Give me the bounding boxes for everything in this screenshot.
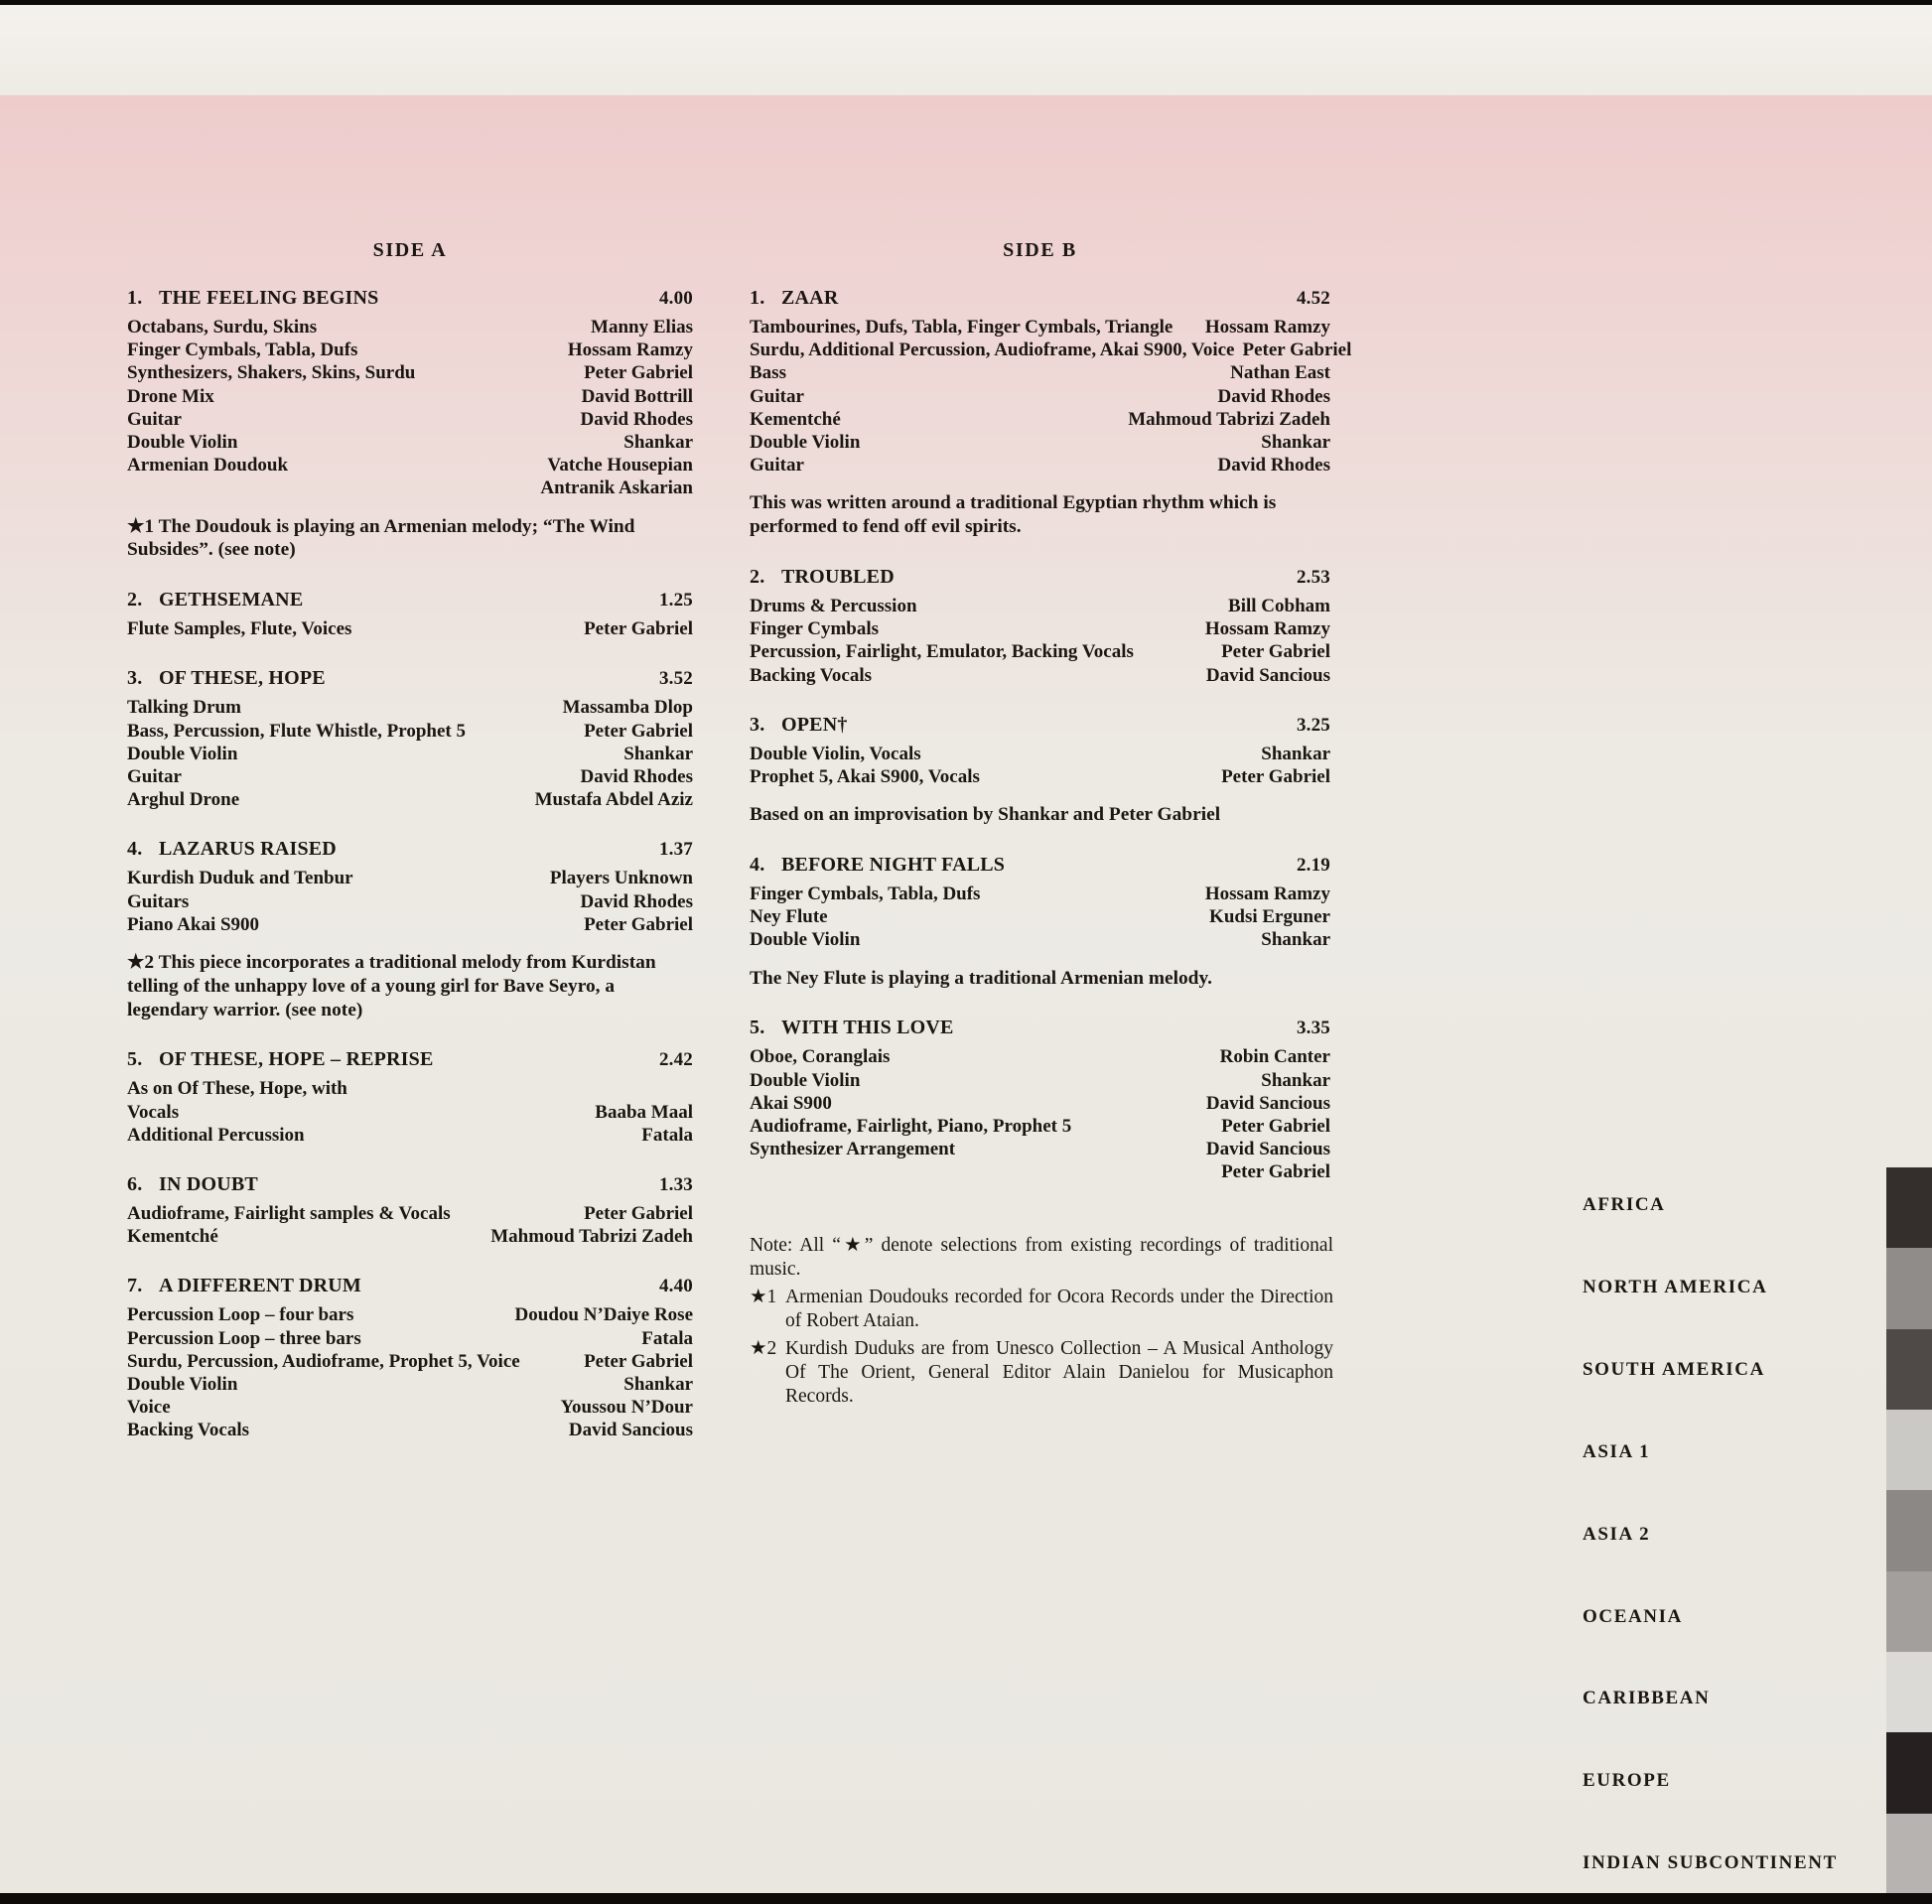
credit-instrument: Oboe, Coranglais	[750, 1046, 891, 1068]
track-duration: 4.40	[658, 1276, 693, 1297]
track-number: 4.	[127, 838, 143, 861]
footnote-item	[750, 1337, 1333, 1410]
region-label: INDIAN SUBCONTINENT	[1583, 1852, 1838, 1874]
credit-artist: Robin Canter	[1219, 1046, 1330, 1068]
credit-artist: Manny Elias	[591, 317, 693, 338]
track-title-row	[127, 1172, 693, 1197]
footnotes	[750, 1234, 1333, 1410]
credit-instrument: Synthesizer Arrangement	[750, 1139, 956, 1160]
region-label: NORTH AMERICA	[1583, 1276, 1768, 1297]
track-duration: 2.42	[658, 1049, 693, 1071]
credit-row	[127, 1419, 693, 1441]
color-swatch	[1886, 1248, 1932, 1329]
track-title: WITH THIS LOVE	[781, 1017, 954, 1039]
credit-row	[127, 788, 693, 811]
credit-instrument: Double Violin	[127, 743, 238, 764]
credit-instrument: Surdu, Percussion, Audioframe, Prophet 5, Voice	[127, 1350, 520, 1372]
track-title-row	[127, 588, 693, 612]
credit-row	[750, 664, 1330, 687]
credit-row	[750, 316, 1330, 339]
credit-instrument: Flute Samples, Flute, Voices	[127, 618, 352, 640]
page-bottom-edge	[0, 1893, 1932, 1904]
color-swatch	[1886, 1732, 1932, 1814]
color-swatch	[1886, 1652, 1932, 1733]
track-title-row	[127, 1274, 693, 1298]
credit-row	[127, 1350, 693, 1373]
credit-artist: Peter Gabriel	[584, 362, 693, 384]
credit-instrument: Percussion Loop – three bars	[127, 1327, 361, 1349]
credit-row	[127, 696, 693, 719]
credit-row	[127, 385, 693, 408]
credit-instrument: As on Of These, Hope, with	[127, 1078, 347, 1100]
track-duration: 1.37	[658, 839, 693, 861]
credit-row	[127, 617, 693, 640]
credit-row	[750, 595, 1330, 617]
credit-instrument: Double Violin	[750, 1069, 861, 1091]
credit-instrument: Surdu, Additional Percussion, Audioframe, Akai S900, Voice	[750, 340, 1235, 361]
credit-artist: David Rhodes	[580, 408, 693, 430]
track-duration: 1.33	[658, 1174, 693, 1196]
track-title: OF THESE, HOPE – REPRISE	[159, 1048, 434, 1071]
credit-artist: David Sancious	[1205, 664, 1330, 686]
credit-artist: Players Unknown	[549, 868, 693, 889]
credit-row	[750, 454, 1330, 476]
credit-instrument: Guitar	[750, 455, 804, 476]
credit-instrument: Guitars	[127, 890, 190, 912]
track-block	[127, 1047, 693, 1147]
track-block	[750, 286, 1352, 539]
track-number: 3.	[127, 667, 143, 690]
credit-row	[750, 1160, 1330, 1183]
credit-row	[127, 1225, 693, 1248]
credit-instrument: Backing Vocals	[127, 1420, 250, 1441]
credit-row	[127, 765, 693, 788]
credit-artist: Peter Gabriel	[1221, 1116, 1330, 1138]
credit-instrument: Kementché	[127, 1226, 218, 1248]
credit-artist: Peter Gabriel	[1221, 1161, 1330, 1183]
credit-row	[750, 1069, 1330, 1092]
credit-artist: Peter Gabriel	[1221, 766, 1330, 788]
credit-instrument: Finger Cymbals, Tabla, Dufs	[750, 884, 981, 905]
color-swatch	[1886, 1571, 1932, 1653]
credit-row	[127, 1077, 693, 1100]
credit-row	[127, 361, 693, 384]
side-a-column	[127, 240, 693, 1442]
credit-row	[127, 1396, 693, 1419]
credit-artist: Youssou N’Dour	[560, 1397, 693, 1419]
footnote-text: Armenian Doudouks recorded for Ocora Records under the Direction of Robert Ataian.	[785, 1286, 1333, 1332]
region-label: OCEANIA	[1583, 1605, 1683, 1627]
credit-artist: Shankar	[1261, 1069, 1330, 1091]
credit-instrument: Octabans, Surdu, Skins	[127, 317, 318, 338]
credit-instrument: Drums & Percussion	[750, 596, 917, 617]
track-title-row	[127, 286, 693, 311]
track-title: OF THESE, HOPE	[159, 667, 326, 690]
side-heading: SIDE A	[372, 239, 448, 261]
credit-instrument: Double Violin, Vocals	[750, 743, 921, 764]
track-title: TROUBLED	[781, 566, 895, 589]
credit-instrument: Voice	[127, 1397, 171, 1419]
track-title-row	[127, 666, 693, 691]
region-label: EUROPE	[1583, 1770, 1671, 1792]
track-note: This was written around a traditional Egyptian rhythm which is performed to fend off evil spirits.	[750, 492, 1277, 538]
credit-artist: Peter Gabriel	[584, 1203, 693, 1225]
credit-artist: Peter Gabriel	[584, 618, 693, 640]
credit-row	[750, 385, 1330, 408]
credit-instrument: Finger Cymbals, Tabla, Dufs	[127, 340, 358, 361]
track-block	[127, 1274, 693, 1441]
credit-instrument: Akai S900	[750, 1092, 832, 1114]
track-number: 2.	[127, 589, 143, 612]
credit-artist: Shankar	[623, 432, 693, 454]
credit-artist: Fatala	[641, 1327, 693, 1349]
credit-artist: David Rhodes	[580, 890, 693, 912]
color-swatch	[1886, 1814, 1932, 1895]
credit-instrument: Audioframe, Fairlight samples & Vocals	[127, 1203, 451, 1225]
credit-row	[750, 905, 1330, 928]
credit-row	[750, 743, 1330, 765]
track-number: 2.	[750, 566, 765, 589]
credit-instrument: Synthesizers, Shakers, Skins, Surdu	[127, 362, 416, 384]
credit-row	[127, 1373, 693, 1396]
credit-instrument: Prophet 5, Akai S900, Vocals	[750, 766, 980, 788]
credit-artist: Bill Cobham	[1228, 596, 1330, 617]
credit-artist: Hossam Ramzy	[567, 340, 693, 361]
color-swatch	[1886, 1490, 1932, 1571]
credit-artist: David Bottrill	[581, 385, 693, 407]
credit-instrument: Backing Vocals	[750, 664, 873, 686]
track-title: ZAAR	[781, 287, 839, 309]
color-swatch	[1886, 1329, 1932, 1411]
credit-row	[127, 476, 693, 499]
credit-artist: Shankar	[623, 743, 693, 764]
credit-artist: Doudou N’Daiye Rose	[514, 1304, 693, 1326]
region-label: ASIA 2	[1583, 1523, 1651, 1545]
credit-artist: Baaba Maal	[595, 1101, 693, 1123]
credit-row	[750, 1045, 1330, 1068]
credit-artist: Peter Gabriel	[1242, 340, 1352, 361]
track-number: 5.	[750, 1017, 765, 1039]
credit-instrument: Vocals	[127, 1101, 180, 1123]
credit-artist: Kudsi Erguner	[1209, 906, 1330, 928]
credit-instrument: Double Violin	[127, 1374, 238, 1396]
track-number: 3.	[750, 713, 765, 736]
side-b-column	[750, 239, 1352, 1184]
credit-artist: Mahmoud Tabrizi Zadeh	[490, 1226, 693, 1248]
track-duration: 4.52	[1296, 288, 1330, 309]
track-block	[750, 853, 1330, 990]
credit-instrument: Talking Drum	[127, 697, 241, 719]
credit-artist: Mahmoud Tabrizi Zadeh	[1128, 408, 1330, 430]
credit-instrument: Kementché	[750, 408, 841, 430]
side-heading: SIDE B	[1003, 239, 1077, 261]
track-title-row	[127, 1047, 693, 1072]
credit-artist: Hossam Ramzy	[1204, 884, 1330, 905]
region-label: ASIA 1	[1583, 1440, 1651, 1462]
track-block	[750, 713, 1330, 827]
track-title: LAZARUS RAISED	[159, 838, 337, 861]
footnote-text: Kurdish Duduks are from Unesco Collection – A Musical Anthology Of The Orient, General Editor Alain Danielou for Musicaphon Records.	[785, 1337, 1333, 1408]
track-title-row	[750, 1016, 1330, 1040]
credit-artist: Shankar	[1261, 432, 1330, 454]
credit-row	[127, 454, 693, 476]
credit-artist: Massamba Dlop	[562, 697, 693, 719]
credit-artist: Antranik Askarian	[540, 477, 693, 499]
credit-artist: Peter Gabriel	[584, 720, 693, 742]
credit-instrument: Finger Cymbals	[750, 618, 880, 640]
track-block	[127, 286, 693, 562]
credit-row	[127, 867, 693, 889]
page-top-edge	[0, 0, 1932, 5]
credit-instrument: Armenian Doudouk	[127, 455, 289, 476]
track-note: ★1 The Doudouk is playing an Armenian melody; “The Wind Subsides”. (see note)	[127, 515, 635, 561]
credit-artist: David Rhodes	[1217, 385, 1330, 407]
credit-row	[750, 361, 1330, 384]
credit-artist: Shankar	[1261, 929, 1330, 951]
credit-row	[127, 408, 693, 431]
track-block	[750, 565, 1330, 687]
credit-row	[127, 1327, 693, 1350]
track-number: 5.	[127, 1048, 143, 1071]
credit-row	[750, 431, 1330, 454]
credit-instrument: Guitar	[127, 408, 182, 430]
credit-row	[750, 765, 1330, 788]
credit-artist: Peter Gabriel	[584, 1350, 693, 1372]
track-title-row	[750, 853, 1330, 878]
credit-row	[127, 1202, 693, 1225]
track-block	[127, 1172, 693, 1248]
credit-row	[750, 339, 1352, 361]
track-block	[750, 1016, 1330, 1183]
credit-artist: Mustafa Abdel Aziz	[534, 789, 693, 811]
credit-instrument: Ney Flute	[750, 906, 828, 928]
track-block	[127, 837, 693, 1021]
credit-row	[750, 883, 1330, 905]
footnote-marker: ★2	[750, 1337, 777, 1359]
credit-row	[750, 1138, 1330, 1160]
credit-artist: Peter Gabriel	[584, 913, 693, 935]
credit-artist: David Sancious	[1205, 1092, 1330, 1114]
credit-artist: Nathan East	[1230, 362, 1330, 384]
credit-row	[127, 743, 693, 765]
region-label: AFRICA	[1583, 1194, 1666, 1215]
track-number: 7.	[127, 1275, 143, 1297]
credit-instrument: Guitar	[750, 385, 804, 407]
track-title: IN DOUBT	[159, 1173, 258, 1196]
credit-artist: Hossam Ramzy	[1204, 618, 1330, 640]
credit-row	[127, 339, 693, 361]
track-title: OPEN†	[781, 713, 848, 736]
track-block	[127, 666, 693, 811]
credit-artist: Peter Gabriel	[1221, 641, 1330, 663]
track-duration: 3.25	[1296, 714, 1330, 736]
credit-instrument: Additional Percussion	[127, 1124, 305, 1146]
credit-artist: Shankar	[623, 1374, 693, 1396]
region-label: CARIBBEAN	[1583, 1688, 1711, 1709]
footnote-marker: ★1	[750, 1286, 777, 1307]
credit-row	[750, 1115, 1330, 1138]
credit-artist: Fatala	[641, 1124, 693, 1146]
credit-instrument: Percussion Loop – four bars	[127, 1304, 354, 1326]
track-number: 1.	[127, 287, 143, 309]
track-duration: 2.53	[1296, 567, 1330, 589]
credit-instrument: Piano Akai S900	[127, 913, 260, 935]
credit-row	[127, 1303, 693, 1326]
track-title: GETHSEMANE	[159, 589, 304, 612]
track-duration: 1.25	[658, 590, 693, 612]
track-title-row	[750, 565, 1330, 590]
track-title: THE FEELING BEGINS	[159, 287, 379, 309]
track-title-row	[127, 837, 693, 862]
credit-artist: Hossam Ramzy	[1204, 317, 1330, 338]
credit-instrument: Double Violin	[127, 432, 238, 454]
credit-row	[127, 1124, 693, 1147]
track-duration: 2.19	[1296, 855, 1330, 877]
credit-row	[127, 913, 693, 936]
credit-instrument: Bass, Percussion, Flute Whistle, Prophet 5	[127, 720, 466, 742]
credit-artist: Vatche Housepian	[547, 455, 693, 476]
track-title: BEFORE NIGHT FALLS	[781, 854, 1006, 877]
credit-row	[750, 1092, 1330, 1115]
region-label: SOUTH AMERICA	[1583, 1358, 1765, 1380]
credit-row	[750, 617, 1330, 640]
credit-artist: David Sancious	[568, 1420, 693, 1441]
track-title-row	[750, 713, 1330, 738]
track-note: ★2 This piece incorporates a traditional melody from Kurdistan telling of the unhappy love of a young girl for Bave Seyro, a legendary warrior. (see note)	[127, 952, 656, 1020]
track-title: A DIFFERENT DRUM	[159, 1275, 361, 1297]
track-title-row	[750, 286, 1330, 311]
track-number: 1.	[750, 287, 765, 309]
credit-instrument: Double Violin	[750, 432, 861, 454]
track-note: The Ney Flute is playing a traditional Armenian melody.	[750, 967, 1212, 989]
credit-artist: David Rhodes	[580, 766, 693, 788]
footnote-item	[750, 1286, 1333, 1334]
track-number: 6.	[127, 1173, 143, 1196]
credit-row	[127, 720, 693, 743]
credit-row	[127, 431, 693, 454]
credit-instrument: Guitar	[127, 766, 182, 788]
credit-instrument: Arghul Drone	[127, 789, 240, 811]
color-swatch	[1886, 1167, 1932, 1249]
credit-instrument: Audioframe, Fairlight, Piano, Prophet 5	[750, 1116, 1072, 1138]
track-note: Based on an improvisation by Shankar and Peter Gabriel	[750, 804, 1221, 826]
credit-row	[750, 408, 1330, 431]
track-block	[127, 588, 693, 640]
track-duration: 3.35	[1296, 1018, 1330, 1039]
credit-row	[127, 1101, 693, 1124]
credit-row	[127, 316, 693, 339]
credit-instrument: Percussion, Fairlight, Emulator, Backing Vocals	[750, 641, 1134, 663]
footnote-text: Note: All “★” denote selections from existing recordings of traditional music.	[750, 1235, 1333, 1281]
track-duration: 3.52	[658, 668, 693, 690]
credit-row	[750, 928, 1330, 951]
track-duration: 4.00	[658, 288, 693, 309]
credit-instrument: Tambourines, Dufs, Tabla, Finger Cymbals, Triangle	[750, 317, 1173, 338]
credit-artist: David Sancious	[1205, 1139, 1330, 1160]
credit-instrument: Double Violin	[750, 929, 861, 951]
credit-artist: Shankar	[1261, 743, 1330, 764]
footnote-item	[750, 1234, 1333, 1283]
credit-instrument: Drone Mix	[127, 385, 214, 407]
credit-instrument: Bass	[750, 362, 786, 384]
color-swatch	[1886, 1410, 1932, 1491]
credit-row	[750, 640, 1330, 663]
credit-row	[127, 890, 693, 913]
credit-instrument: Kurdish Duduk and Tenbur	[127, 868, 353, 889]
credit-artist: David Rhodes	[1217, 455, 1330, 476]
track-number: 4.	[750, 854, 765, 877]
